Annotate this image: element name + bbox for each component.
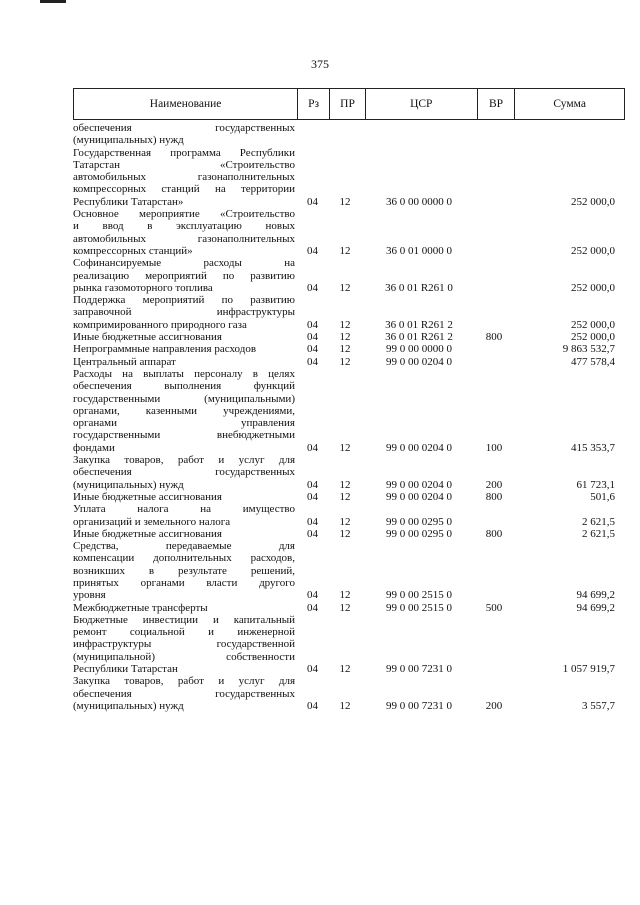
row-name-line: обеспечения государственных [73,687,295,700]
row-sum: 477 578,4 [571,355,615,368]
row-name-line: фондами [73,441,115,454]
row-name-line: (муниципальных) нужд [73,134,184,147]
row-name-line: реализацию мероприятий по развитию [73,269,295,282]
row-rz: 04 [307,331,318,344]
row-name-line: Расходы на выплаты персоналу в целях [73,367,295,380]
row-sum: 252 000,0 [571,195,615,208]
row-name [73,528,295,540]
table-row [73,343,625,355]
row-name [73,454,295,491]
row-name-line: автомобильных газонаполнительных [73,171,295,184]
row-sum: 3 557,7 [582,699,615,712]
row-sum [513,134,615,146]
table-body [73,122,625,712]
row-csr: 99 0 00 7231 0 [386,699,452,712]
row-vr: 800 [485,490,503,503]
row-name-line: Иные бюджетные ассигнования [73,331,222,344]
row-name-line: Иные бюджетные ассигнования [73,527,222,540]
header-vr: ВР [477,89,515,119]
row-pr: 12 [339,490,351,503]
table-row [73,147,625,208]
row-vr [475,245,513,257]
row-vr [475,282,513,294]
row-csr: 36 0 01 0000 0 [386,244,452,257]
row-name-line: ремонт социальной и инженерной [73,626,295,639]
row-sum: 94 699,2 [576,589,615,602]
row-vr [475,134,513,146]
row-vr: 200 [485,699,503,712]
row-csr: 36 0 01 R261 0 [385,281,453,294]
row-sum: 94 699,2 [576,601,615,614]
row-sum: 252 000,0 [571,331,615,344]
row-csr: 99 0 00 0204 0 [386,490,452,503]
row-vr [475,663,513,675]
row-sum: 501,6 [590,490,615,503]
row-name [73,614,295,675]
row-name-line: Государственная программа Республики [73,146,295,159]
table-row [73,454,625,491]
header-sum: Сумма [514,89,624,119]
row-csr: 99 0 00 0204 0 [386,355,452,368]
row-rz: 04 [307,441,318,454]
row-sum: 415 353,7 [571,441,615,454]
row-name-line: (муниципальных) нужд [73,699,184,712]
row-pr [327,134,363,146]
row-name-line: обеспечения государственных [73,466,295,479]
row-rz: 04 [307,195,318,208]
row-vr [475,516,513,528]
table-row [73,294,625,331]
table-row [73,528,625,540]
row-name [73,368,295,454]
table-row [73,602,625,614]
row-pr: 12 [339,527,351,540]
row-rz: 04 [307,355,318,368]
row-name-line: заправочной инфраструктуры [73,306,295,319]
row-rz: 04 [307,527,318,540]
row-pr: 12 [339,663,351,676]
budget-table [73,88,625,712]
row-pr: 12 [339,478,351,491]
row-name-line: Средства, передаваемые для [73,540,295,553]
table-row [73,675,625,712]
row-name-line: принятых органами власти другого [73,576,295,589]
row-pr: 12 [339,515,351,528]
row-vr [475,589,513,601]
row-rz: 04 [307,515,318,528]
row-csr: 36 0 01 R261 2 [385,331,453,344]
row-name-line: Татарстан «Строительство [73,158,295,171]
row-sum: 252 000,0 [571,281,615,294]
row-sum: 61 723,1 [576,478,615,491]
row-vr: 200 [485,478,503,491]
corner-mark [40,0,66,3]
row-rz: 04 [307,343,318,356]
table-row [73,122,625,147]
row-rz: 04 [307,699,318,712]
row-vr [475,319,513,331]
row-vr [475,356,513,368]
row-pr: 12 [339,195,351,208]
row-pr: 12 [339,331,351,344]
row-name-line: органами, казенными учреждениями, [73,404,295,417]
row-vr [475,343,513,355]
header-pr: ПР [329,89,365,119]
row-name-line: Республики Татарстан [73,663,178,676]
row-rz: 04 [307,490,318,503]
row-rz: 04 [307,281,318,294]
row-pr: 12 [339,441,351,454]
table-row [73,331,625,343]
row-name-line: Иные бюджетные ассигнования [73,490,222,503]
row-name [73,356,295,368]
row-rz: 04 [307,244,318,257]
row-name-line: рынка газомоторного топлива [73,281,213,294]
row-name [73,491,295,503]
row-csr: 99 0 00 2515 0 [386,589,452,602]
row-name [73,602,295,614]
row-name-line: обеспечения государственных [73,122,295,134]
row-name-line: Бюджетные инвестиции и капитальный [73,613,295,626]
row-name-line: обеспечения выполнения функций [73,380,295,393]
row-vr [475,196,513,208]
row-csr: 99 0 00 7231 0 [386,663,452,676]
row-name-line: государственными (муниципальными) [73,392,295,405]
row-name [73,331,295,343]
row-csr [363,134,475,146]
row-csr: 99 0 00 0204 0 [386,478,452,491]
header-name: Наименование [149,97,222,110]
table-row [73,540,625,601]
row-name-line: компримированного природного газа [73,318,247,331]
row-csr: 99 0 00 2515 0 [386,601,452,614]
header-rz: Рз [297,89,329,119]
table-row [73,356,625,368]
row-name-line: Закупка товаров, работ и услуг для [73,454,295,467]
row-pr: 12 [339,318,351,331]
table-header [73,88,625,120]
row-pr: 12 [339,281,351,294]
row-sum: 252 000,0 [571,244,615,257]
row-csr: 99 0 00 0295 0 [386,527,452,540]
row-sum: 252 000,0 [571,318,615,331]
row-rz: 04 [307,478,318,491]
row-name-line: (муниципальной) собственности [73,650,295,663]
row-name [73,675,295,712]
row-csr: 99 0 00 0204 0 [386,441,452,454]
row-name-line: компрессорных станций» [73,244,193,257]
row-name-line: Межбюджетные трансферты [73,601,208,614]
row-sum: 9 863 532,7 [562,343,615,356]
row-name-line: и ввод в эксплуатацию новых [73,220,295,233]
row-name [73,208,295,257]
row-name [73,343,295,355]
row-vr: 800 [485,527,503,540]
table-row [73,257,625,294]
row-vr: 800 [485,331,503,344]
row-csr: 99 0 00 0000 0 [386,343,452,356]
page-number: 375 [311,57,329,71]
row-sum: 2 621,5 [582,515,615,528]
table-row [73,208,625,257]
row-name-line: компенсации дополнительных расходов, [73,552,295,565]
row-pr: 12 [339,355,351,368]
row-pr: 12 [339,601,351,614]
table-row [73,503,625,528]
row-name-line: Поддержка мероприятий по развитию [73,294,295,307]
row-name [73,294,295,331]
row-vr: 100 [485,441,503,454]
table-row [73,368,625,454]
row-pr: 12 [339,244,351,257]
row-rz: 04 [307,318,318,331]
row-csr: 36 0 00 0000 0 [386,195,452,208]
row-vr: 500 [485,601,503,614]
row-pr: 12 [339,589,351,602]
row-name-line: организаций и земельного налога [73,515,231,528]
row-name-line: инфраструктуры государственной [73,638,295,651]
row-name-line: (муниципальных) нужд [73,478,184,491]
table-row [73,491,625,503]
row-name-line: Уплата налога на имущество [73,503,295,516]
row-name [73,147,295,208]
row-pr: 12 [339,343,351,356]
row-name-line: компрессорных станций на территории [73,183,295,196]
row-csr: 36 0 01 R261 2 [385,318,453,331]
row-name-line: Республики Татарстан» [73,195,184,208]
row-name-line: государственными внебюджетными [73,429,295,442]
row-name-line: автомобильных газонаполнительных [73,232,295,245]
row-name [73,503,295,528]
table-row [73,614,625,675]
row-name [73,257,295,294]
row-name [73,540,295,601]
row-name-line: Центральный аппарат [73,355,176,368]
row-sum: 2 621,5 [582,527,615,540]
row-name-line: уровня [73,589,106,602]
row-rz: 04 [307,663,318,676]
row-name-line: Основное мероприятие «Строительство [73,208,295,221]
row-name-line: возникших в результате решений, [73,564,295,577]
row-name-line: Софинансируемые расходы на [73,257,295,270]
header-csr: ЦСР [365,89,477,119]
row-name [73,122,295,147]
row-rz: 04 [307,589,318,602]
row-name-line: органами управления [73,417,295,430]
row-rz: 04 [307,601,318,614]
row-name-line: Закупка товаров, работ и услуг для [73,675,295,688]
row-rz [295,134,327,146]
row-csr: 99 0 00 0295 0 [386,515,452,528]
row-sum: 1 057 919,7 [562,663,615,676]
row-pr: 12 [339,699,351,712]
row-name-line: Непрограммные направления расходов [73,343,257,356]
